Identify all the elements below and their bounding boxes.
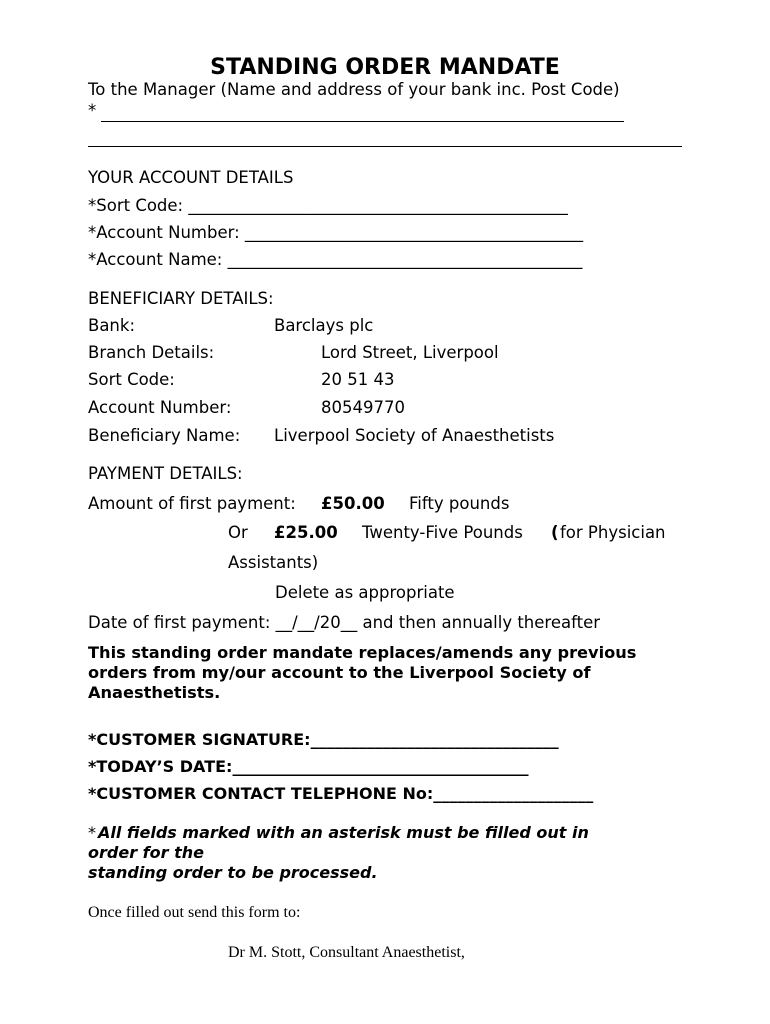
second-payment-amount[interactable]: £25.00 bbox=[274, 523, 338, 542]
beneficiary-sort-value: 20 51 43 bbox=[321, 370, 395, 389]
branch-label: Branch Details: bbox=[88, 343, 215, 362]
beneficiary-name-value: Liverpool Society of Anaesthetists bbox=[274, 426, 555, 445]
bank-address-line-2[interactable] bbox=[88, 146, 682, 147]
bank-address-line-1[interactable] bbox=[101, 121, 624, 122]
second-payment-words: Twenty-Five Pounds bbox=[362, 523, 523, 542]
account-number-field[interactable]: *Account Number: _________________________________________ bbox=[88, 223, 584, 242]
or-label: Or bbox=[228, 523, 248, 542]
beneficiary-heading: BENEFICIARY DETAILS: bbox=[88, 289, 274, 308]
delete-note: Delete as appropriate bbox=[275, 583, 455, 602]
asterisk-note-line-2: order for the bbox=[88, 843, 204, 862]
bank-label: Bank: bbox=[88, 316, 136, 335]
first-payment-amount[interactable]: £50.00 bbox=[321, 494, 385, 513]
signature-field[interactable]: *CUSTOMER SIGNATURE:_______________________________ bbox=[88, 730, 559, 749]
asterisk-note-line-1: All fields marked with an asterisk must be filled out in bbox=[98, 823, 589, 842]
branch-value: Lord Street, Liverpool bbox=[321, 343, 499, 362]
beneficiary-account-label: Account Number: bbox=[88, 398, 232, 417]
second-payment-note-cont: Assistants) bbox=[228, 553, 319, 572]
manager-asterisk: * bbox=[88, 101, 97, 120]
telephone-field[interactable]: *CUSTOMER CONTACT TELEPHONE No:____________________ bbox=[88, 784, 594, 803]
asterisk-note-star: * bbox=[88, 823, 96, 842]
form-title: STANDING ORDER MANDATE bbox=[210, 55, 560, 80]
bank-value: Barclays plc bbox=[274, 316, 374, 335]
todays-date-field[interactable]: *TODAY’S DATE:_____________________________________ bbox=[88, 757, 529, 776]
second-payment-note: for Physician bbox=[560, 523, 666, 542]
beneficiary-account-value: 80549770 bbox=[321, 398, 405, 417]
asterisk-note-line-3: standing order to be processed. bbox=[88, 863, 378, 882]
replace-notice: This standing order mandate replaces/amends any previous orders from my/our account to the Liverpool Society of Anaesthetists. bbox=[88, 643, 637, 702]
manager-instruction: To the Manager (Name and address of your bank inc. Post Code) bbox=[88, 80, 620, 99]
first-payment-date-field[interactable]: Date of first payment: __/__/20__ and then annually thereafter bbox=[88, 613, 601, 632]
beneficiary-name-label: Beneficiary Name: bbox=[88, 426, 241, 445]
send-to-instruction: Once filled out send this form to: bbox=[88, 904, 301, 921]
beneficiary-sort-label: Sort Code: bbox=[88, 370, 175, 389]
account-name-field[interactable]: *Account Name: ___________________________________________ bbox=[88, 250, 583, 269]
first-payment-label: Amount of first payment: bbox=[88, 494, 296, 513]
recipient-name: Dr M. Stott, Consultant Anaesthetist, bbox=[228, 944, 465, 961]
first-payment-words: Fifty pounds bbox=[409, 494, 510, 513]
sort-code-field[interactable]: *Sort Code: ______________________________________________ bbox=[88, 196, 568, 215]
account-details-heading: YOUR ACCOUNT DETAILS bbox=[88, 168, 294, 187]
second-payment-paren: ( bbox=[551, 523, 559, 542]
payment-heading: PAYMENT DETAILS: bbox=[88, 464, 243, 483]
